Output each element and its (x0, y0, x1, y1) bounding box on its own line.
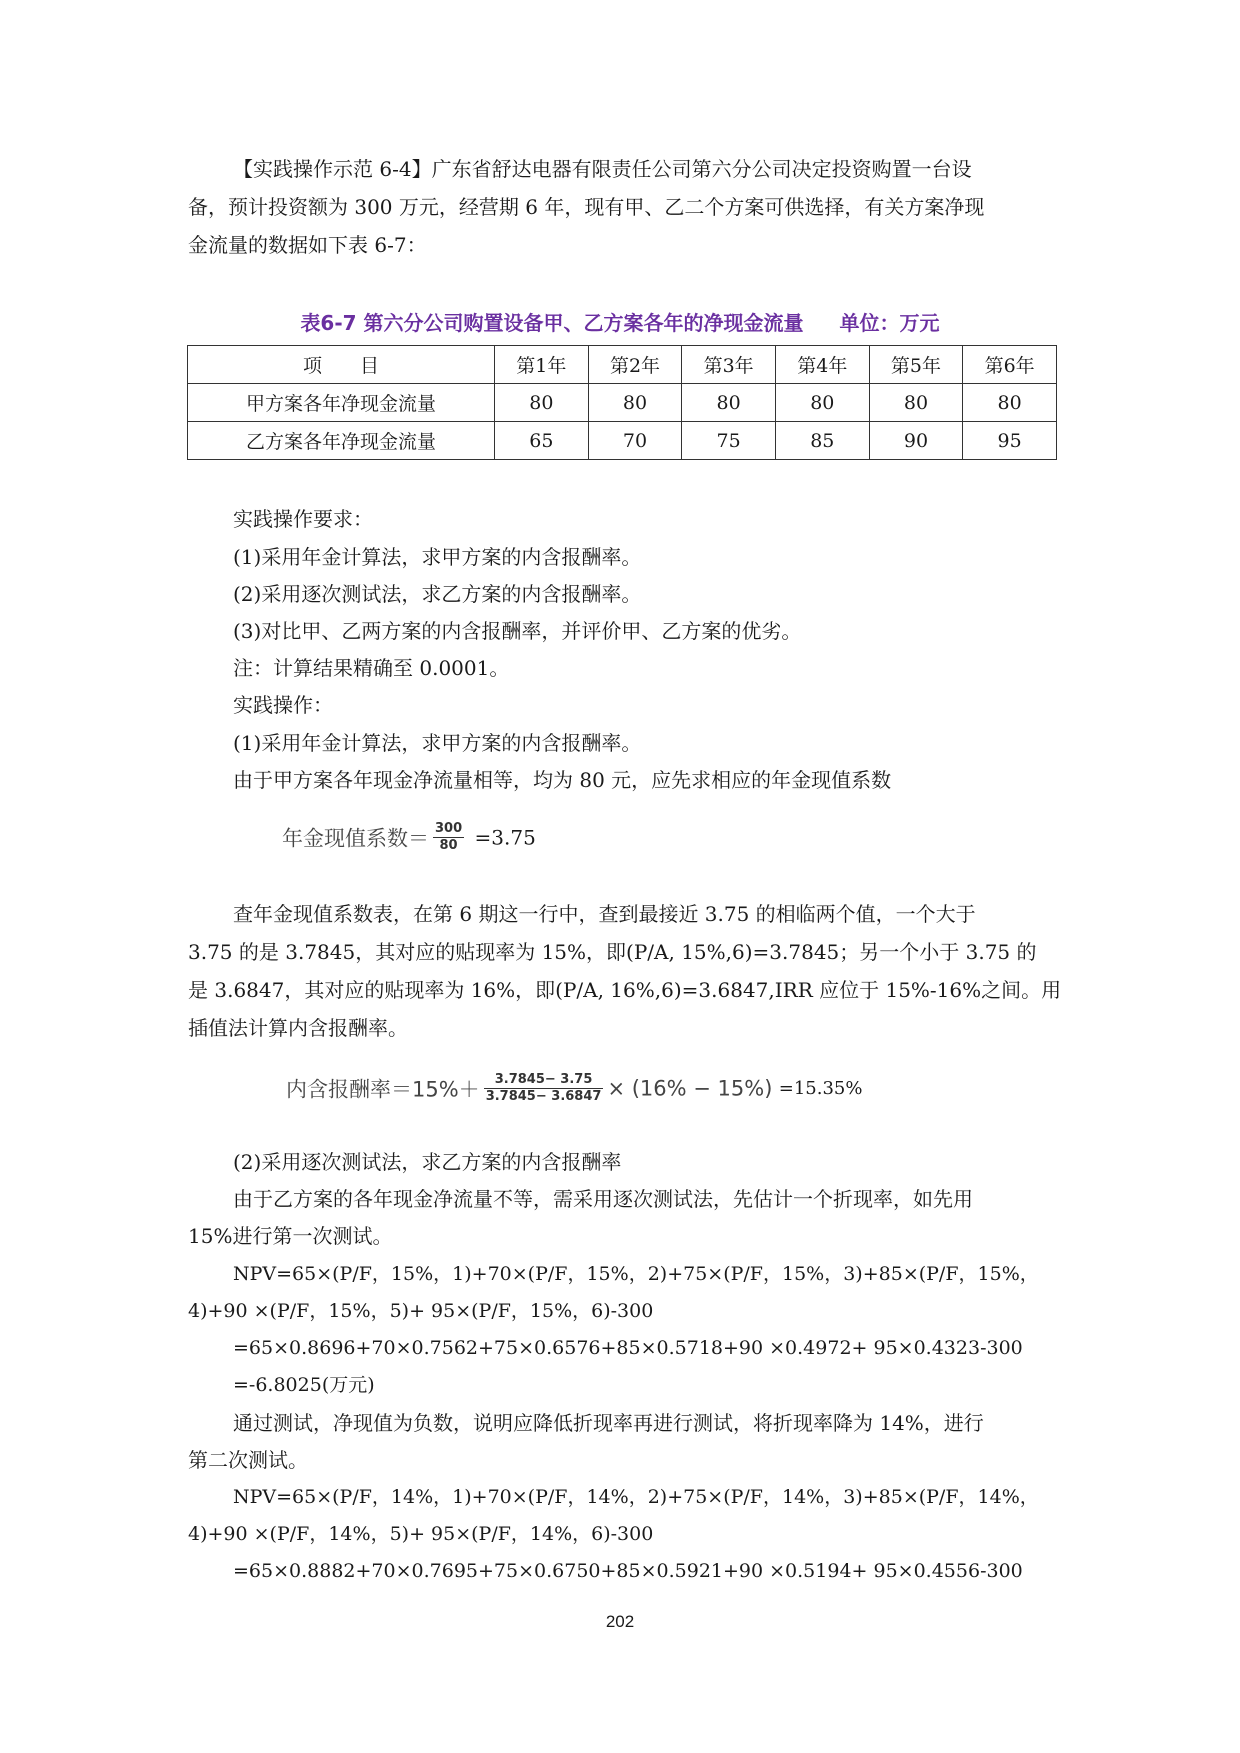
requirements-heading: 实践操作要求： (233, 507, 373, 531)
irr-interpolation-formula (286, 1072, 862, 1105)
table-cell: 80 (682, 384, 776, 422)
header-cell: 第5年 (869, 346, 963, 384)
header-cell: 第6年 (963, 346, 1057, 384)
step2-title: (2)采用逐次测试法，求乙方案的内含报酬率 (233, 1150, 622, 1174)
step1-title: (1)采用年金计算法，求甲方案的内含报酬率。 (233, 731, 642, 755)
table-cell: 80 (588, 384, 682, 422)
intro-line-2: 备，预计投资额为 300 万元，经营期 6 年，现有甲、乙二个方案可供选择，有关方案净现 (188, 195, 985, 219)
row-label: 甲方案各年净现金流量 (188, 384, 495, 422)
table-cell: 80 (869, 384, 963, 422)
table-cell: 95 (963, 422, 1057, 460)
test2-line-1: 通过测试，净现值为负数，说明应降低折现率再进行测试，将折现率降为 14%，进行 (233, 1411, 984, 1435)
intro-line-3: 金流量的数据如下表 6-7： (188, 233, 427, 257)
formula2-fraction (484, 1072, 604, 1105)
formula1-fraction (433, 821, 464, 854)
npv2-line-1: NPV=65×(P/F，14%，1)+70×(P/F，14%，2)+75×(P/F，14%，3)+85×(P/F，14%， (233, 1486, 1039, 1508)
table-cell: 65 (495, 422, 589, 460)
npv2-line-2: 4)+90 ×(P/F，14%，5)+ 95×(P/F，14%，6)-300 (188, 1523, 654, 1545)
test2-line-2: 第二次测试。 (188, 1448, 308, 1472)
table-row (188, 384, 1057, 422)
lookup-line-4: 插值法计算内含报酬率。 (188, 1016, 408, 1040)
requirement-item: (2)采用逐次测试法，求乙方案的内含报酬率。 (233, 582, 642, 606)
formula2-tail: × (16% − 15%) (607, 1076, 773, 1101)
npv1-line-3: =65×0.8696+70×0.7562+75×0.6576+85×0.5718+90 ×0.4972+ 95×0.4323-300 (233, 1337, 1023, 1359)
row-label: 乙方案各年净现金流量 (188, 422, 495, 460)
table-header-row (188, 346, 1057, 384)
header-cell: 第1年 (495, 346, 589, 384)
table-cell: 75 (682, 422, 776, 460)
header-cell: 第3年 (682, 346, 776, 384)
formula1-numerator: 300 (435, 821, 463, 836)
requirement-item: (3)对比甲、乙两方案的内含报酬率，并评价甲、乙方案的优劣。 (233, 619, 802, 643)
page-number: 202 (605, 1612, 635, 1631)
npv1-line-4: =-6.8025(万元) (233, 1374, 375, 1396)
formula2-result: =15.35% (778, 1078, 863, 1099)
header-cell: 第2年 (588, 346, 682, 384)
formula1-denominator: 80 (439, 838, 458, 853)
header-cell: 第4年 (775, 346, 869, 384)
requirement-item: (1)采用年金计算法，求甲方案的内含报酬率。 (233, 545, 642, 569)
lookup-line-1: 查年金现值系数表，在第 6 期这一行中，查到最接近 3.75 的相临两个值，一个大于 (233, 902, 976, 926)
npv1-line-2: 4)+90 ×(P/F，15%，5)+ 95×(P/F，15%，6)-300 (188, 1300, 654, 1322)
table-cell: 80 (775, 384, 869, 422)
precision-note: 注：计算结果精确至 0.0001。 (233, 656, 510, 680)
table-cell: 85 (775, 422, 869, 460)
table-row (188, 422, 1057, 460)
formula1-result: =3.75 (474, 825, 536, 850)
step2-line-2: 15%进行第一次测试。 (188, 1224, 393, 1248)
table-cell: 80 (495, 384, 589, 422)
header-cell: 项 目 (188, 346, 495, 384)
step1-text: 由于甲方案各年现金净流量相等，均为 80 元，应先求相应的年金现值系数 (233, 768, 892, 792)
cash-flow-table (187, 345, 1057, 460)
table-cell: 80 (963, 384, 1057, 422)
table-title-text: 表6-7 第六分公司购置设备甲、乙方案各年的净现金流量 (300, 311, 804, 335)
formula2-denominator: 3.7845− 3.6847 (485, 1089, 602, 1104)
operation-heading: 实践操作： (233, 693, 333, 717)
lookup-line-2: 3.75 的是 3.7845，其对应的贴现率为 15%，即(P/A, 15%,6)=3.7845；另一个小于 3.75 的 (188, 940, 1037, 964)
formula2-label: 内含报酬率＝15%＋ (286, 1077, 480, 1102)
step2-line-1: 由于乙方案的各年现金净流量不等，需采用逐次测试法，先估计一个折现率，如先用 (233, 1187, 973, 1211)
annuity-factor-formula (282, 821, 536, 854)
table-unit: 单位：万元 (839, 311, 940, 335)
lookup-line-3: 是 3.6847，其对应的贴现率为 16%，即(P/A, 16%,6)=3.6847,IRR 应位于 15%-16%之间。用 (188, 978, 1062, 1002)
npv2-line-3: =65×0.8882+70×0.7695+75×0.6750+85×0.5921+90 ×0.5194+ 95×0.4556-300 (233, 1560, 1023, 1582)
npv1-line-1: NPV=65×(P/F，15%，1)+70×(P/F，15%，2)+75×(P/F，15%，3)+85×(P/F，15%， (233, 1263, 1039, 1285)
table-cell: 70 (588, 422, 682, 460)
formula1-label: 年金现值系数＝ (282, 826, 429, 851)
table-cell: 90 (869, 422, 963, 460)
intro-line-1: 【实践操作示范 6-4】广东省舒达电器有限责任公司第六分公司决定投资购置一台设 (233, 157, 972, 181)
table-title (0, 307, 1240, 336)
formula2-numerator: 3.7845− 3.75 (484, 1072, 604, 1089)
